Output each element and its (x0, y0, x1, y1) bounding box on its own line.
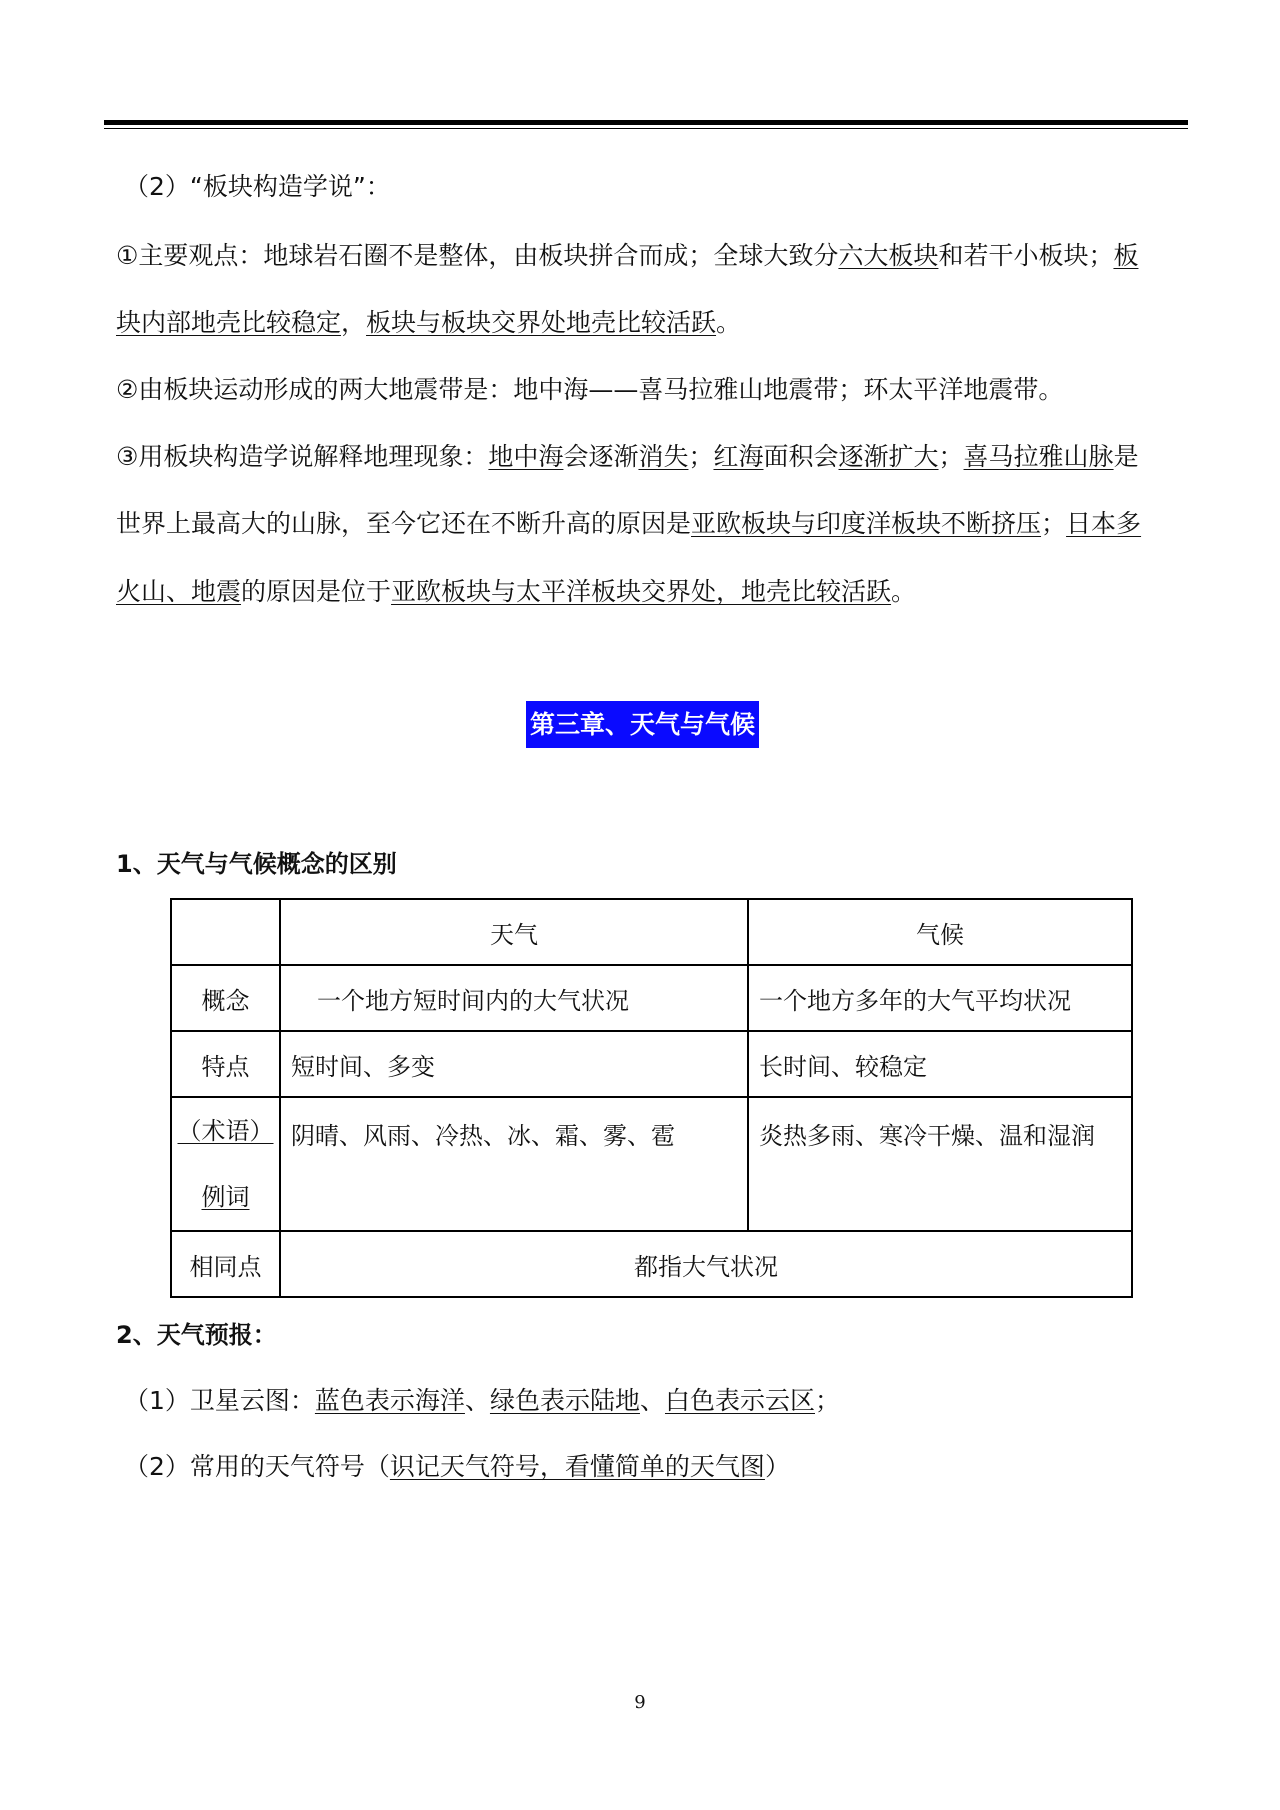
table-cell (171, 899, 280, 965)
subsection-heading: （2）“板块构造学说”： (124, 172, 391, 201)
row-label-terms (171, 1097, 280, 1231)
header-rule-thick (104, 120, 1188, 125)
term-label: （术语） (177, 1117, 274, 1145)
table-header-climate: 气候 (748, 899, 1132, 965)
table-row (171, 965, 1132, 1031)
table-header-row (171, 899, 1132, 965)
paragraph-main-view-cont: 块内部地壳比较稳定，板块与板块交界处地壳比较活跃。 (116, 308, 742, 337)
paragraph-main-view: ①主要观点：地球岩石圈不是整体，由板块拼合而成；全球大致分六大板块和若干小板块；板 (116, 241, 1139, 270)
paragraph-explanation-cont2: 火山、地震的原因是位于亚欧板块与太平洋板块交界处，地壳比较活跃。 (116, 577, 917, 606)
table-cell: 阴晴、风雨、冷热、冰、霜、雾、雹 (280, 1097, 748, 1231)
section-heading-concepts: 1、天气与气候概念的区别 (116, 850, 397, 878)
table-row (171, 1231, 1132, 1297)
row-label-common: 相同点 (171, 1231, 280, 1297)
weather-climate-table (170, 898, 1133, 1298)
chapter-title: 第三章、天气与气候 (526, 701, 759, 748)
paragraph-earthquake-belts: ②由板块运动形成的两大地震带是：地中海——喜马拉雅山地震带；环太平洋地震带。 (116, 375, 1064, 404)
table-cell: 都指大气状况 (280, 1231, 1132, 1297)
table-row (171, 1097, 1132, 1231)
example-label: 例词 (201, 1183, 250, 1211)
row-label-concept: 概念 (171, 965, 280, 1031)
list-item-satellite: （1）卫星云图：蓝色表示海洋、绿色表示陆地、白色表示云区； (124, 1386, 841, 1415)
section-heading-forecast: 2、天气预报： (116, 1321, 277, 1349)
list-item-symbols: （2）常用的天气符号（识记天气符号，看懂简单的天气图） (124, 1452, 790, 1481)
header-rule-thin (104, 128, 1188, 129)
page-number: 9 (634, 1692, 646, 1713)
row-label-feature: 特点 (171, 1031, 280, 1097)
table-cell: 一个地方短时间内的大气状况 (280, 965, 748, 1031)
paragraph-explanation-cont: 世界上最高大的山脉，至今它还在不断升高的原因是亚欧板块与印度洋板块不断挤压；日本多 (116, 509, 1142, 538)
table-row (171, 1031, 1132, 1097)
table-cell: 炎热多雨、寒冷干燥、温和湿润 (748, 1097, 1132, 1231)
table-cell: 一个地方多年的大气平均状况 (748, 965, 1132, 1031)
table-cell: 长时间、较稳定 (748, 1031, 1132, 1097)
table-header-weather: 天气 (280, 899, 748, 965)
paragraph-explanation: ③用板块构造学说解释地理现象：地中海会逐渐消失；红海面积会逐渐扩大；喜马拉雅山脉是 (116, 442, 1139, 471)
table-cell: 短时间、多变 (280, 1031, 748, 1097)
